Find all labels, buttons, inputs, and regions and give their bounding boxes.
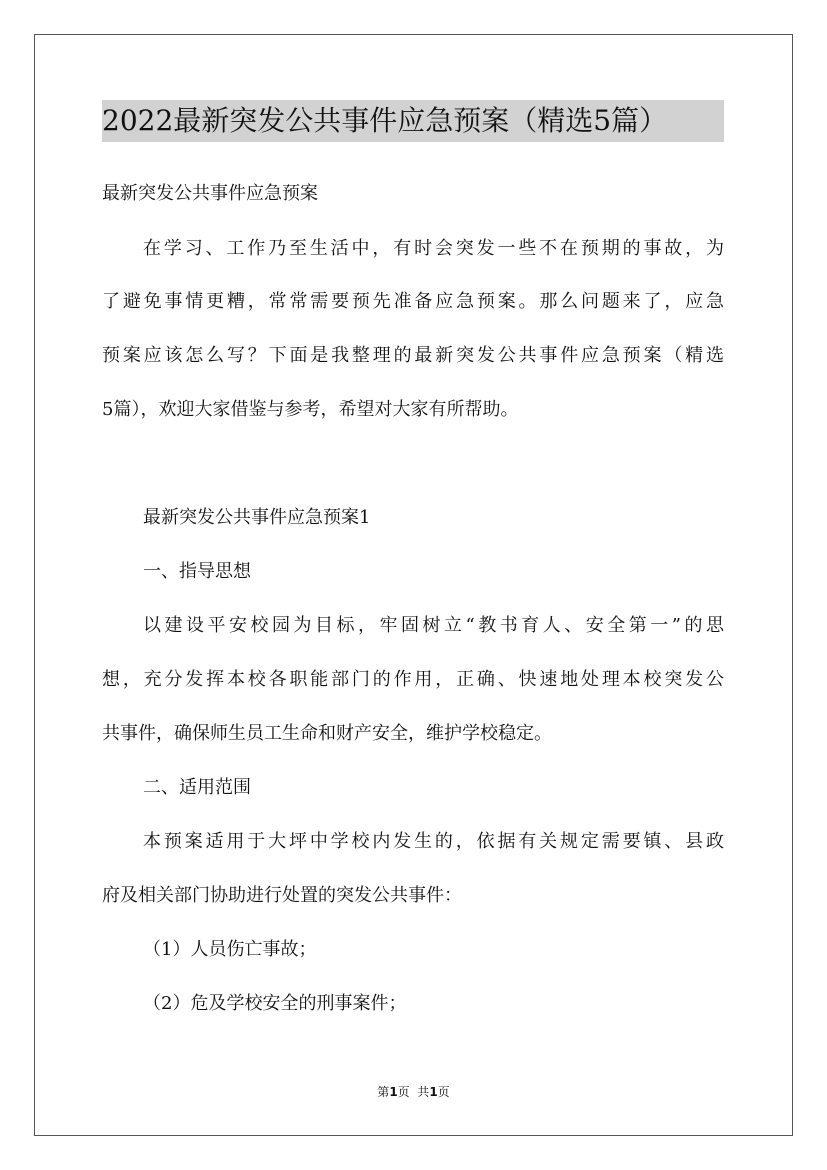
part1-line-2: 想，充分发挥本校各职能部门的作用，正确、快速地处理本校突发公	[102, 669, 724, 690]
intro-line-1: 在学习、工作乃至生活中，有时会突发一些不在预期的事故，为	[143, 238, 724, 259]
part2-line-2: 府及相关部门协助进行处置的突发公共事件：	[102, 885, 462, 906]
footer-suffix: 页	[437, 1085, 450, 1099]
list-item-1: （1）人员伤亡事故；	[143, 939, 317, 960]
section-heading: 最新突发公共事件应急预案1	[143, 507, 371, 528]
footer-prefix: 第	[377, 1085, 390, 1099]
footer-middle: 页 共	[397, 1085, 430, 1099]
intro-line-2: 了避免事情更糟，常常需要预先准备应急预案。那么问题来了，应急	[102, 291, 724, 312]
part2-line-1: 本预案适用于大坪中学校内发生的，依据有关规定需要镇、县政	[143, 831, 724, 852]
footer-page-number: 1	[389, 1085, 398, 1099]
part1-line-3: 共事件，确保师生员工生命和财产安全，维护学校稳定。	[102, 723, 552, 744]
list-item-2: （2）危及学校安全的刑事案件；	[143, 993, 407, 1014]
footer-page-total: 1	[429, 1085, 438, 1099]
page-footer	[0, 1084, 827, 1100]
intro-line-4: 5篇），欢迎大家借鉴与参考，希望对大家有所帮助。	[102, 399, 519, 420]
intro-line-3: 预案应该怎么写？下面是我整理的最新突发公共事件应急预案（精选	[102, 345, 724, 366]
document-title: 2022最新突发公共事件应急预案（精选5篇）	[102, 100, 724, 142]
part2-heading: 二、适用范围	[143, 777, 251, 798]
document-subtitle: 最新突发公共事件应急预案	[102, 183, 318, 204]
part1-heading: 一、指导思想	[143, 561, 251, 582]
part1-line-1: 以建设平安校园为目标，牢固树立“教书育人、安全第一”的思	[143, 615, 724, 636]
